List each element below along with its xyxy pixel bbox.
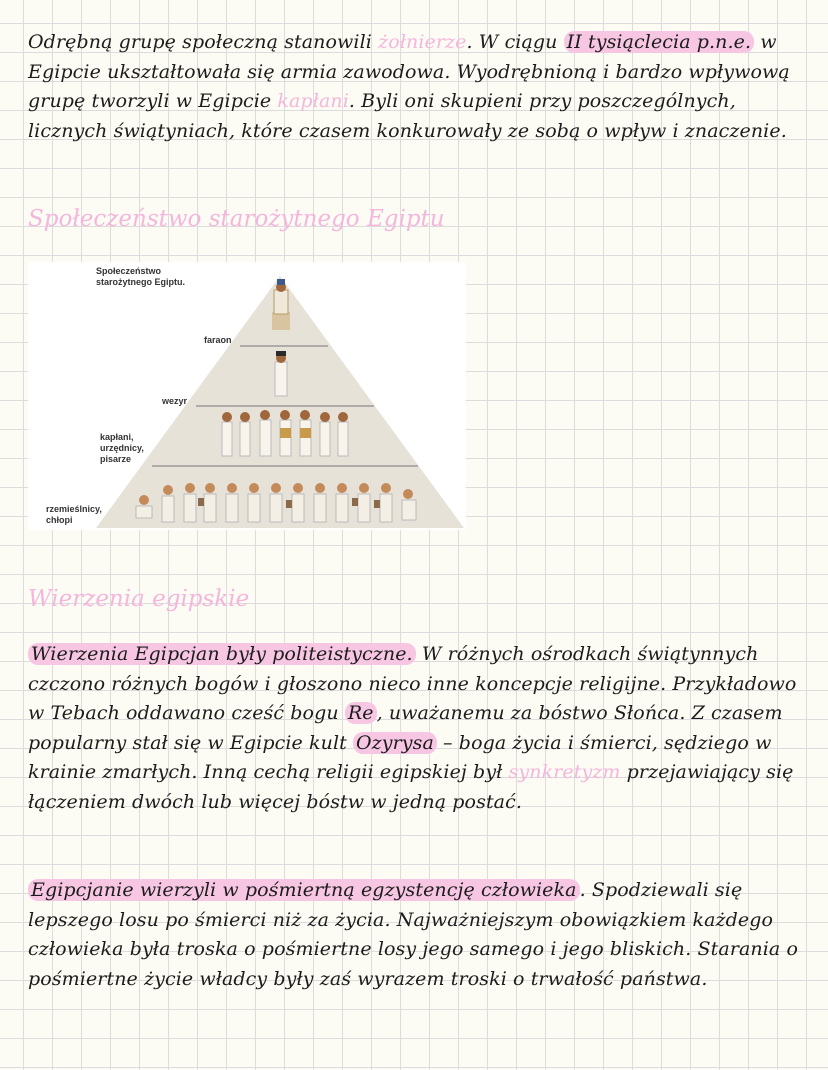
paragraph-beliefs: Wierzenia Egipcjan były politeistyczne. W różnych ośrodkach świątynnych czczono różnych bogów i głoszono nieco inne koncepcje religijne. Przykładowo w Tebach oddawano cześć bogu Re , uważanemu za bóstwo Słońca. Z czasem popularny stał się w Egipcie kult Ozyrysa – boga życia i śmierci, sędziego w krainie zmarłych. Inną cechą religii egipskiej był synkretyzm przejawiający się łączeniem dwóch lub więcej bóstw w jedną postać. — [28, 643, 797, 813]
figure-social-pyramid — [28, 262, 466, 530]
paragraph-afterlife: Egipcjanie wierzyli w pośmiertną egzystencję człowieka . Spodziewali się lepszego losu po śmierci niż za życia. Najważniejszym obowiązkiem każdego człowieka była troska o pośmiertne losy jego samego i jego bliskich. Starania o pośmiertne życie władcy były zaś wyrazem troski o trwałość państwa. — [28, 879, 799, 990]
highlight-millennium: II tysiąclecia p.n.e. — [564, 31, 754, 53]
label-priests-officials: kapłani, urzędnicy, pisarze — [100, 432, 144, 464]
label-pharaoh: faraon — [204, 335, 232, 345]
term-syncretism: synkretyzm — [508, 761, 621, 783]
vizier-figure — [275, 351, 287, 396]
pyramid-illustration — [28, 262, 466, 530]
highlight-afterlife: Egipcjanie wierzyli w pośmiertną egzystencję człowieka — [28, 879, 580, 901]
term-priests: kapłani — [277, 90, 349, 112]
priests-officials-figures — [222, 410, 348, 456]
heading-egypt-society: Społeczeństwo starożytnego Egiptu — [28, 206, 445, 232]
highlight-re: Re — [345, 702, 377, 724]
highlight-osiris: Ozyrysa — [353, 732, 437, 754]
label-vizier: wezyr — [162, 396, 188, 406]
paragraph-social-groups: Odrębną grupę społeczną stanowili żołnierze. W ciągu II tysiąclecia p.n.e. w Egipcie ukształtowała się armia zawodowa. Wyodrębnioną i bardzo wpływową grupę tworzyli w Egipcie kapłani. Byli oni skupieni przy poszczególnych, licznych świątyniach, które czasem konkurowały ze sobą o wpływ i znaczenie. — [28, 31, 790, 142]
figure-title: Społeczeństwo starożytnego Egiptu. — [96, 266, 186, 287]
term-soldiers: żołnierze — [378, 31, 467, 53]
heading-egyptian-beliefs: Wierzenia egipskie — [28, 586, 250, 612]
label-craftsmen-peasants: rzemieślnicy, chłopi — [46, 504, 102, 525]
highlight-polytheism: Wierzenia Egipcjan były politeistyczne. — [28, 643, 416, 665]
